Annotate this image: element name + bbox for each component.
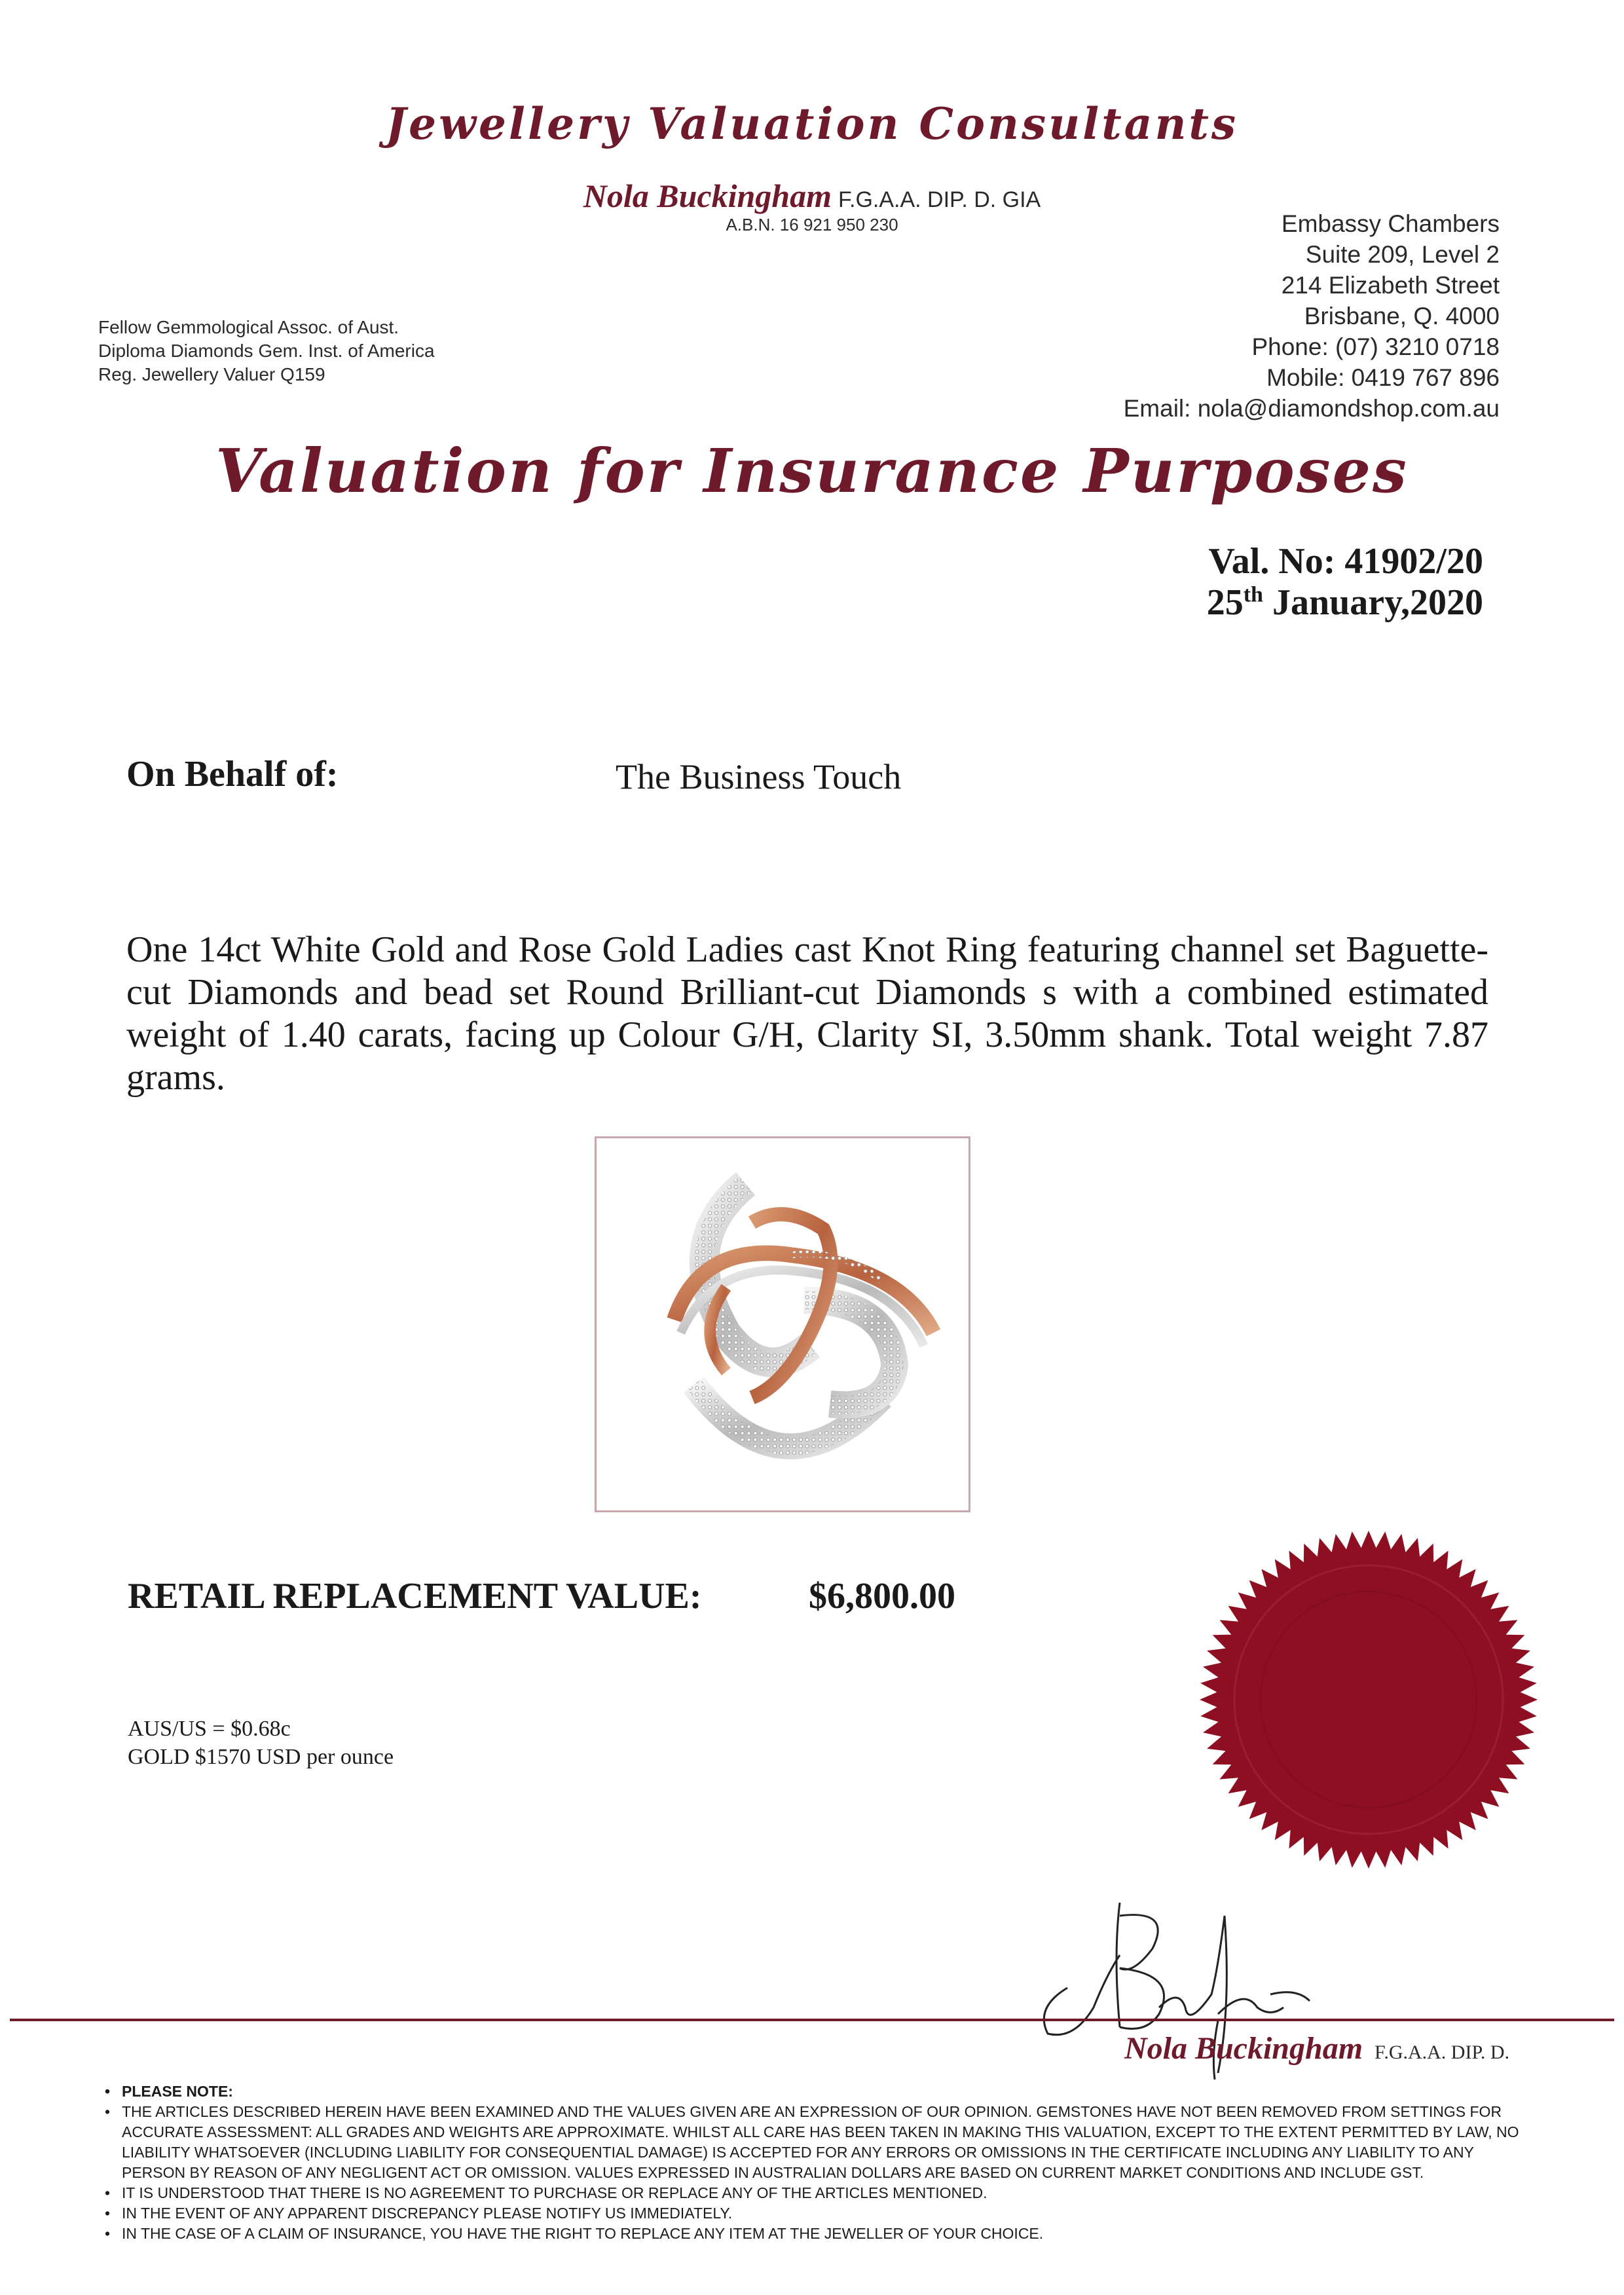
qualification-line: Reg. Jewellery Valuer Q159: [98, 364, 325, 384]
address-line: 214 Elizabeth Street: [1281, 272, 1500, 299]
signature-block: [1124, 2030, 1509, 2066]
address-line: Brisbane, Q. 4000: [1304, 303, 1500, 329]
valuation-number: Val. No: 41902/20: [1208, 541, 1483, 582]
on-behalf-label: On Behalf of:: [126, 754, 339, 794]
retail-value-amount: $6,800.00: [809, 1576, 955, 1616]
valuation-date: [1207, 582, 1483, 624]
ring-photo: [595, 1136, 970, 1512]
date-suffix: th: [1243, 582, 1263, 607]
item-description: One 14ct White Gold and Rose Gold Ladies cast Knot Ring featuring channel set Baguette-cut Diamonds and bead set Round Brilliant-cut Diamonds s with a combined estimated weight of 1.40 carats, facing up Colour G/H, Clarity SI, 3.50mm shank. Total weight 7.87 grams.: [126, 929, 1488, 1098]
note-item: • IN THE EVENT OF ANY APPARENT DISCREPANCY PLEASE NOTIFY US IMMEDIATELY.: [105, 2203, 1519, 2224]
ring-image: [597, 1138, 969, 1510]
email-line: Email: nola@diamondshop.com.au: [1123, 395, 1500, 422]
note-item: • THE ARTICLES DESCRIBED HEREIN HAVE BEEN EXAMINED AND THE VALUES GIVEN ARE AN EXPRESSION OF OUR OPINION. GEMSTONES HAVE NOT BEEN REMOVED FROM SETTINGS FOR ACCURATE ASSESSMENT: ALL GRADES AND WEIGHTS ARE APPROXIMATE. WHILST ALL CARE HAS BEEN TAKEN IN MAKING THIS VALUATION, EXCEPT TO THE EXTENT PERMITTED BY LAW, NO LIABILITY WHATSOEVER (INCLUDING LIABILITY FOR CONSEQUENTIAL DAMAGE) IS ACCEPTED FOR ANY ERRORS OR OMISSIONS IN THE CERTIFICATE INCLUDING ANY LIABILITY TO ANY PERSON BY REASON OF ANY NEGLIGENT ACT OR OMISSION. VALUES EXPRESSED IN AUSTRALIAN DOLLARS ARE BASED ON CURRENT MARKET CONDITIONS AND INCLUDE GST.: [105, 2102, 1519, 2183]
notes-heading: • PLEASE NOTE:: [105, 2081, 1519, 2102]
exchange-rate: AUS/US = $0.68c: [128, 1717, 291, 1741]
phone-line: Phone: (07) 3210 0718: [1251, 333, 1500, 360]
valuer-qualifications: F.G.A.A. DIP. D. GIA: [838, 187, 1041, 212]
gold-price: GOLD $1570 USD per ounce: [128, 1745, 394, 1769]
qualification-line: Diploma Diamonds Gem. Inst. of America: [98, 341, 435, 361]
mobile-line: Mobile: 0419 767 896: [1266, 364, 1500, 391]
date-day: 25: [1206, 582, 1244, 623]
rates-block: [128, 1715, 394, 1771]
retail-value-label: RETAIL REPLACEMENT VALUE:: [128, 1576, 702, 1616]
signatory-qualifications: F.G.A.A. DIP. D.: [1375, 2042, 1509, 2063]
notes-section: [105, 2081, 1519, 2244]
footer-divider: [10, 2019, 1614, 2021]
date-rest: January,2020: [1263, 582, 1483, 623]
document-title: Valuation for Insurance Purposes: [215, 436, 1409, 506]
qualifications-list: [98, 316, 435, 386]
address-line: Embassy Chambers: [1281, 210, 1500, 237]
red-seal: [1198, 1529, 1539, 1870]
on-behalf-value: The Business Touch: [616, 757, 902, 796]
abn-number: A.B.N. 16 921 950 230: [726, 215, 898, 234]
address-line: Suite 209, Level 2: [1305, 241, 1500, 268]
note-item: • IT IS UNDERSTOOD THAT THERE IS NO AGREEMENT TO PURCHASE OR REPLACE ANY OF THE ARTICLES MENTIONED.: [105, 2183, 1519, 2203]
signatory-name: Nola Buckingham: [1124, 2031, 1363, 2066]
contact-address: [1124, 208, 1500, 424]
qualification-line: Fellow Gemmological Assoc. of Aust.: [98, 317, 399, 337]
note-item: • IN THE CASE OF A CLAIM OF INSURANCE, YOU HAVE THE RIGHT TO REPLACE ANY ITEM AT THE JEWELLER OF YOUR CHOICE.: [105, 2224, 1519, 2244]
valuer-name: Nola Buckingham: [583, 177, 832, 214]
firm-name: Jewellery Valuation Consultants: [385, 98, 1239, 149]
